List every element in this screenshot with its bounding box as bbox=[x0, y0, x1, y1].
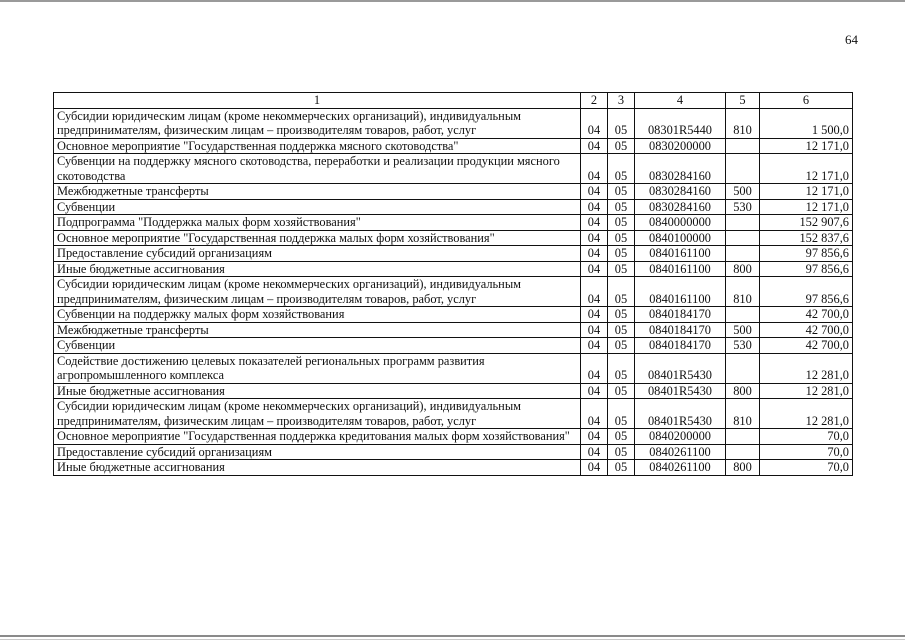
page-number: 64 bbox=[845, 32, 858, 47]
row-name-cell: Субсидии юридическим лицам (кроме некоммерческих организаций), индивидуальным предпринимателям, физическим лицам – производителям товаров, работ, услуг bbox=[54, 277, 581, 307]
row-name-cell: Межбюджетные трансферты bbox=[54, 322, 581, 338]
row-target-article-cell: 0840261100 bbox=[635, 444, 726, 460]
row-amount-cell: 70,0 bbox=[760, 460, 853, 476]
row-expense-type-cell bbox=[726, 230, 760, 246]
row-expense-type-cell: 810 bbox=[726, 108, 760, 138]
row-amount-cell: 1 500,0 bbox=[760, 108, 853, 138]
row-amount-cell: 12 171,0 bbox=[760, 154, 853, 184]
header-col-1: 1 bbox=[54, 93, 581, 109]
row-section-cell: 04 bbox=[581, 429, 608, 445]
row-name-cell: Основное мероприятие "Государственная поддержка малых форм хозяйствования" bbox=[54, 230, 581, 246]
row-name-cell: Иные бюджетные ассигнования bbox=[54, 261, 581, 277]
row-section-cell: 04 bbox=[581, 199, 608, 215]
row-target-article-cell: 08401R5430 bbox=[635, 383, 726, 399]
table-row bbox=[54, 399, 853, 429]
row-target-article-cell: 08401R5430 bbox=[635, 399, 726, 429]
table-row bbox=[54, 154, 853, 184]
row-target-article-cell: 0830200000 bbox=[635, 138, 726, 154]
row-expense-type-cell bbox=[726, 429, 760, 445]
row-section-cell: 04 bbox=[581, 184, 608, 200]
row-expense-type-cell bbox=[726, 444, 760, 460]
row-target-article-cell: 0840161100 bbox=[635, 246, 726, 262]
table-row bbox=[54, 383, 853, 399]
table-row bbox=[54, 338, 853, 354]
row-section-cell: 04 bbox=[581, 460, 608, 476]
row-amount-cell: 97 856,6 bbox=[760, 246, 853, 262]
table-row bbox=[54, 108, 853, 138]
row-section-cell: 04 bbox=[581, 108, 608, 138]
row-subsection-cell: 05 bbox=[608, 338, 635, 354]
row-expense-type-cell: 500 bbox=[726, 322, 760, 338]
row-section-cell: 04 bbox=[581, 307, 608, 323]
row-name-cell: Иные бюджетные ассигнования bbox=[54, 460, 581, 476]
row-subsection-cell: 05 bbox=[608, 138, 635, 154]
row-section-cell: 04 bbox=[581, 353, 608, 383]
row-section-cell: 04 bbox=[581, 338, 608, 354]
row-subsection-cell: 05 bbox=[608, 383, 635, 399]
row-target-article-cell: 0840000000 bbox=[635, 215, 726, 231]
row-amount-cell: 152 907,6 bbox=[760, 215, 853, 231]
header-col-5: 5 bbox=[726, 93, 760, 109]
row-subsection-cell: 05 bbox=[608, 444, 635, 460]
row-name-cell: Субсидии юридическим лицам (кроме некоммерческих организаций), индивидуальным предпринимателям, физическим лицам – производителям товаров, работ, услуг bbox=[54, 399, 581, 429]
row-section-cell: 04 bbox=[581, 246, 608, 262]
row-subsection-cell: 05 bbox=[608, 184, 635, 200]
row-amount-cell: 42 700,0 bbox=[760, 322, 853, 338]
row-expense-type-cell: 530 bbox=[726, 338, 760, 354]
row-section-cell: 04 bbox=[581, 261, 608, 277]
row-subsection-cell: 05 bbox=[608, 199, 635, 215]
row-name-cell: Субвенции на поддержку малых форм хозяйствования bbox=[54, 307, 581, 323]
row-name-cell: Содействие достижению целевых показателей региональных программ развития агропромышленного комплекса bbox=[54, 353, 581, 383]
header-col-6: 6 bbox=[760, 93, 853, 109]
row-target-article-cell: 0830284160 bbox=[635, 154, 726, 184]
header-col-3: 3 bbox=[608, 93, 635, 109]
row-amount-cell: 12 281,0 bbox=[760, 383, 853, 399]
row-expense-type-cell: 500 bbox=[726, 184, 760, 200]
scan-bottom-edge bbox=[0, 635, 905, 637]
row-target-article-cell: 0840200000 bbox=[635, 429, 726, 445]
row-expense-type-cell: 800 bbox=[726, 460, 760, 476]
row-name-cell: Субвенции bbox=[54, 199, 581, 215]
row-section-cell: 04 bbox=[581, 322, 608, 338]
row-name-cell: Субвенции bbox=[54, 338, 581, 354]
row-section-cell: 04 bbox=[581, 399, 608, 429]
row-subsection-cell: 05 bbox=[608, 277, 635, 307]
table-row bbox=[54, 277, 853, 307]
header-col-2: 2 bbox=[581, 93, 608, 109]
table-row bbox=[54, 261, 853, 277]
table-row bbox=[54, 322, 853, 338]
table-row bbox=[54, 138, 853, 154]
row-target-article-cell: 0840161100 bbox=[635, 277, 726, 307]
row-section-cell: 04 bbox=[581, 230, 608, 246]
row-subsection-cell: 05 bbox=[608, 230, 635, 246]
row-name-cell: Подпрограмма "Поддержка малых форм хозяйствования" bbox=[54, 215, 581, 231]
table-row bbox=[54, 246, 853, 262]
row-subsection-cell: 05 bbox=[608, 307, 635, 323]
table-row bbox=[54, 184, 853, 200]
row-expense-type-cell: 810 bbox=[726, 399, 760, 429]
table-row bbox=[54, 307, 853, 323]
row-subsection-cell: 05 bbox=[608, 246, 635, 262]
table-row bbox=[54, 353, 853, 383]
row-subsection-cell: 05 bbox=[608, 322, 635, 338]
row-subsection-cell: 05 bbox=[608, 353, 635, 383]
row-target-article-cell: 08301R5440 bbox=[635, 108, 726, 138]
row-subsection-cell: 05 bbox=[608, 215, 635, 231]
row-section-cell: 04 bbox=[581, 154, 608, 184]
row-expense-type-cell: 810 bbox=[726, 277, 760, 307]
row-subsection-cell: 05 bbox=[608, 261, 635, 277]
budget-table bbox=[53, 92, 853, 476]
row-expense-type-cell: 800 bbox=[726, 383, 760, 399]
row-name-cell: Субвенции на поддержку мясного скотоводства, переработки и реализации продукции мясного скотоводства bbox=[54, 154, 581, 184]
row-target-article-cell: 0840184170 bbox=[635, 307, 726, 323]
row-amount-cell: 12 171,0 bbox=[760, 199, 853, 215]
row-target-article-cell: 0840261100 bbox=[635, 460, 726, 476]
row-name-cell: Субсидии юридическим лицам (кроме некоммерческих организаций), индивидуальным предпринимателям, физическим лицам – производителям товаров, работ, услуг bbox=[54, 108, 581, 138]
row-target-article-cell: 08401R5430 bbox=[635, 353, 726, 383]
row-name-cell: Иные бюджетные ассигнования bbox=[54, 383, 581, 399]
row-section-cell: 04 bbox=[581, 215, 608, 231]
row-subsection-cell: 05 bbox=[608, 429, 635, 445]
row-amount-cell: 70,0 bbox=[760, 429, 853, 445]
row-target-article-cell: 0830284160 bbox=[635, 199, 726, 215]
row-target-article-cell: 0840100000 bbox=[635, 230, 726, 246]
table-header-row bbox=[54, 93, 853, 109]
row-name-cell: Межбюджетные трансферты bbox=[54, 184, 581, 200]
row-amount-cell: 42 700,0 bbox=[760, 307, 853, 323]
row-amount-cell: 152 837,6 bbox=[760, 230, 853, 246]
row-target-article-cell: 0840161100 bbox=[635, 261, 726, 277]
row-expense-type-cell bbox=[726, 215, 760, 231]
row-expense-type-cell bbox=[726, 246, 760, 262]
row-section-cell: 04 bbox=[581, 138, 608, 154]
row-subsection-cell: 05 bbox=[608, 460, 635, 476]
table-row bbox=[54, 230, 853, 246]
header-col-4: 4 bbox=[635, 93, 726, 109]
row-name-cell: Предоставление субсидий организациям bbox=[54, 444, 581, 460]
row-section-cell: 04 bbox=[581, 444, 608, 460]
row-amount-cell: 70,0 bbox=[760, 444, 853, 460]
table-row bbox=[54, 444, 853, 460]
row-amount-cell: 12 281,0 bbox=[760, 353, 853, 383]
row-expense-type-cell bbox=[726, 154, 760, 184]
row-amount-cell: 42 700,0 bbox=[760, 338, 853, 354]
row-subsection-cell: 05 bbox=[608, 154, 635, 184]
row-expense-type-cell: 530 bbox=[726, 199, 760, 215]
row-amount-cell: 97 856,6 bbox=[760, 277, 853, 307]
table-row bbox=[54, 215, 853, 231]
scan-top-edge bbox=[0, 0, 905, 2]
row-name-cell: Предоставление субсидий организациям bbox=[54, 246, 581, 262]
row-subsection-cell: 05 bbox=[608, 108, 635, 138]
row-amount-cell: 12 171,0 bbox=[760, 138, 853, 154]
row-amount-cell: 97 856,6 bbox=[760, 261, 853, 277]
row-section-cell: 04 bbox=[581, 277, 608, 307]
row-subsection-cell: 05 bbox=[608, 399, 635, 429]
row-expense-type-cell: 800 bbox=[726, 261, 760, 277]
row-amount-cell: 12 281,0 bbox=[760, 399, 853, 429]
row-name-cell: Основное мероприятие "Государственная поддержка кредитования малых форм хозяйствования" bbox=[54, 429, 581, 445]
row-expense-type-cell bbox=[726, 138, 760, 154]
row-amount-cell: 12 171,0 bbox=[760, 184, 853, 200]
table-body bbox=[54, 108, 853, 475]
row-target-article-cell: 0830284160 bbox=[635, 184, 726, 200]
row-expense-type-cell bbox=[726, 353, 760, 383]
table-row bbox=[54, 199, 853, 215]
table-row bbox=[54, 460, 853, 476]
row-section-cell: 04 bbox=[581, 383, 608, 399]
table-row bbox=[54, 429, 853, 445]
row-name-cell: Основное мероприятие "Государственная поддержка мясного скотоводства" bbox=[54, 138, 581, 154]
row-expense-type-cell bbox=[726, 307, 760, 323]
row-target-article-cell: 0840184170 bbox=[635, 338, 726, 354]
row-target-article-cell: 0840184170 bbox=[635, 322, 726, 338]
